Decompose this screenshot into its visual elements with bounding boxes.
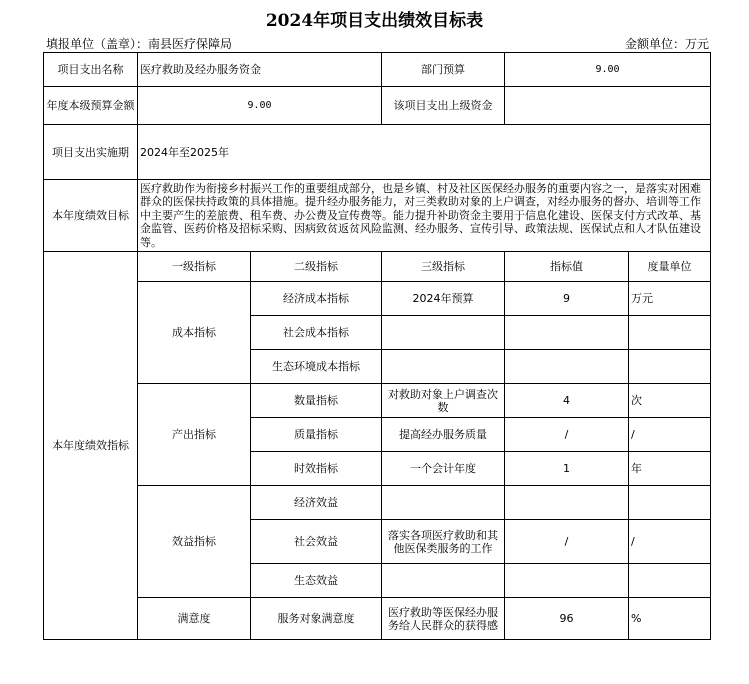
level2-cell: 时效指标 bbox=[251, 452, 382, 486]
level3-cell bbox=[382, 350, 505, 384]
level3-cell bbox=[382, 564, 505, 598]
level1-output: 产出指标 bbox=[138, 384, 251, 486]
unit-cell: 万元 bbox=[629, 282, 711, 316]
unit-cell: 次 bbox=[629, 384, 711, 418]
project-name-label: 项目支出名称 bbox=[44, 53, 138, 87]
level3-cell: 提高经办服务质量 bbox=[382, 418, 505, 452]
goal-text: 医疗救助作为衔接乡村振兴工作的重要组成部分，也是乡镇、村及社区医保经办服务的重要内容之一，是落实对困难群众的医保扶持政策的具体措施。提升经办服务能力，对三类救助对象的上户调查，对经办服务的督办、培训等工作中主要产生的差旅费、租车费、办公费及宣传费等。能力提升补助资金主要用于信息化建设、医保支付方式改革、基金监管、医药价格及招标采购、因病致贫返贫风险监测、经办服务、宣传引导、政策法规、医保试点和人才队伍建设等。 bbox=[138, 180, 711, 252]
level3-cell: 对救助对象上户调查次数 bbox=[382, 384, 505, 418]
upper-funds-value bbox=[505, 87, 711, 125]
unit-cell: / bbox=[629, 418, 711, 452]
header-unit: 度量单位 bbox=[629, 252, 711, 282]
dept-budget-label: 部门预算 bbox=[382, 53, 505, 87]
level1-satisfaction: 满意度 bbox=[138, 598, 251, 640]
level2-cell: 经济成本指标 bbox=[251, 282, 382, 316]
project-name-value: 医疗救助及经办服务资金 bbox=[138, 53, 382, 87]
level3-cell: 一个会计年度 bbox=[382, 452, 505, 486]
level2-cell: 经济效益 bbox=[251, 486, 382, 520]
unit-cell bbox=[629, 350, 711, 384]
level2-cell: 服务对象满意度 bbox=[251, 598, 382, 640]
unit-cell bbox=[629, 564, 711, 598]
value-cell: 1 bbox=[505, 452, 629, 486]
period-value: 2024年至2025年 bbox=[138, 125, 711, 180]
unit-cell: % bbox=[629, 598, 711, 640]
level3-cell: 落实各项医疗救助和其他医保类服务的工作 bbox=[382, 520, 505, 564]
header-level3: 三级指标 bbox=[382, 252, 505, 282]
level3-cell bbox=[382, 486, 505, 520]
dept-budget-value: 9.00 bbox=[505, 53, 711, 87]
level3-cell: 医疗救助等医保经办服务给人民群众的获得感 bbox=[382, 598, 505, 640]
unit-cell: / bbox=[629, 520, 711, 564]
level1-cost: 成本指标 bbox=[138, 282, 251, 384]
value-cell bbox=[505, 316, 629, 350]
header-value: 指标值 bbox=[505, 252, 629, 282]
amount-unit: 金额单位：万元 bbox=[624, 37, 709, 51]
annual-budget-label: 年度本级预算金额 bbox=[44, 87, 138, 125]
level2-cell: 生态效益 bbox=[251, 564, 382, 598]
level3-cell: 2024年预算 bbox=[382, 282, 505, 316]
reporting-unit: 填报单位（盖章）：南县医疗保障局 bbox=[46, 37, 233, 51]
level2-cell: 质量指标 bbox=[251, 418, 382, 452]
performance-table bbox=[43, 52, 711, 640]
unit-cell bbox=[629, 316, 711, 350]
value-cell bbox=[505, 564, 629, 598]
level2-cell: 生态环境成本指标 bbox=[251, 350, 382, 384]
value-cell: 4 bbox=[505, 384, 629, 418]
level2-cell: 社会效益 bbox=[251, 520, 382, 564]
value-cell: / bbox=[505, 520, 629, 564]
unit-cell bbox=[629, 486, 711, 520]
header-level1: 一级指标 bbox=[138, 252, 251, 282]
value-cell bbox=[505, 350, 629, 384]
indicators-section-label: 本年度绩效指标 bbox=[44, 252, 138, 640]
level2-cell: 数量指标 bbox=[251, 384, 382, 418]
annual-budget-value: 9.00 bbox=[138, 87, 382, 125]
header-level2: 二级指标 bbox=[251, 252, 382, 282]
period-label: 项目支出实施期 bbox=[44, 125, 138, 180]
page-title: 2024年项目支出绩效目标表 bbox=[265, 11, 484, 31]
upper-funds-label: 该项目支出上级资金 bbox=[382, 87, 505, 125]
unit-cell: 年 bbox=[629, 452, 711, 486]
level2-cell: 社会成本指标 bbox=[251, 316, 382, 350]
value-cell bbox=[505, 486, 629, 520]
value-cell: 96 bbox=[505, 598, 629, 640]
value-cell: / bbox=[505, 418, 629, 452]
value-cell: 9 bbox=[505, 282, 629, 316]
goal-label: 本年度绩效目标 bbox=[44, 180, 138, 252]
level1-benefit: 效益指标 bbox=[138, 486, 251, 598]
level3-cell bbox=[382, 316, 505, 350]
